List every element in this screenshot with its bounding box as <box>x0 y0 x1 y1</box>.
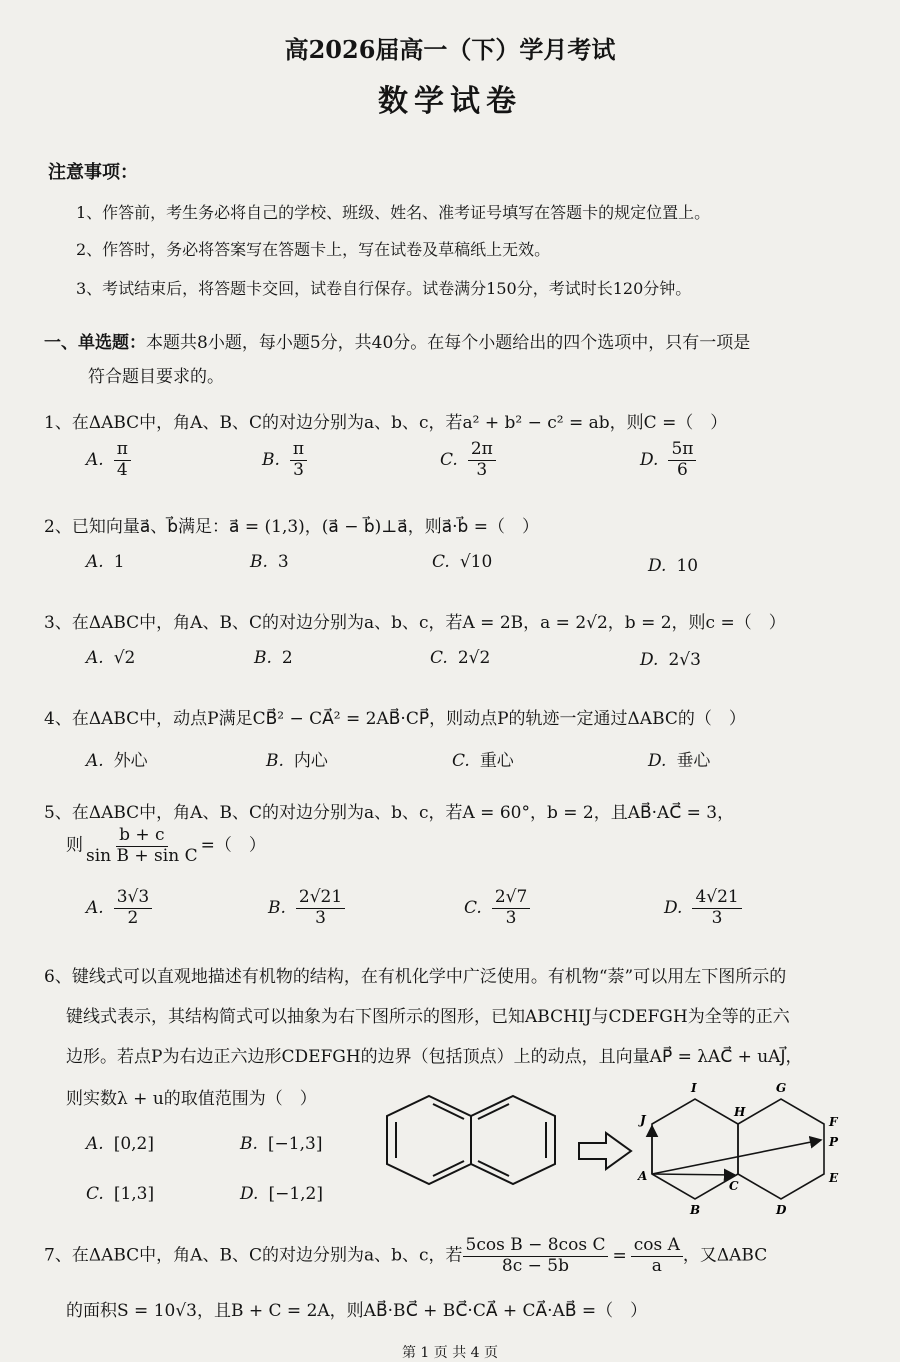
option-letter: C. <box>432 552 450 572</box>
question-6-line1: 6、键线式可以直观地描述有机物的结构，在有机化学中广泛使用。有机物“萘”可以用左下图所示的 <box>44 967 787 987</box>
option-text: 2√3 <box>668 650 701 670</box>
option-text: 垂心 <box>676 751 711 771</box>
q5-option-a <box>86 888 152 928</box>
q6-option-a <box>86 1134 154 1154</box>
option-text: 重心 <box>479 751 514 771</box>
option-letter: D. <box>640 650 659 670</box>
section-label: 一、单选题： <box>44 333 146 353</box>
option-letter: D. <box>648 751 667 771</box>
question-1-stem: 1、在ΔABC中，角A、B、C的对边分别为a、b、c，若a² + b² − c² = ab，则C =（ ） <box>44 413 728 433</box>
hexagon-figure <box>636 1074 846 1218</box>
section-desc-1: 本题共8小题，每小题5分，共40分。在每个小题给出的四个选项中，只有一项是 <box>146 333 751 353</box>
q2-option-a <box>86 552 125 572</box>
option-letter: B. <box>268 897 286 918</box>
q7-fraction1-den: 8c − 5b <box>501 1255 570 1276</box>
q1-option-c <box>440 440 496 480</box>
option-num: 5π <box>668 440 696 461</box>
q2-option-d <box>648 556 698 576</box>
note-item-3: 3、考试结束后，将答题卡交回，试卷自行保存。试卷满分150分，考试时长120分钟。 <box>76 279 692 298</box>
option-den: 3 <box>476 459 488 480</box>
option-letter: B. <box>250 552 268 572</box>
notes-heading: 注意事项： <box>48 162 138 183</box>
option-letter: B. <box>266 751 284 771</box>
option-text: √2 <box>113 648 136 668</box>
label-d: D <box>776 1203 787 1217</box>
q7-fraction2-num: cos A <box>631 1236 683 1257</box>
option-letter: C. <box>464 897 482 918</box>
question-6-line3: 边形。若点P为右边正六边形CDEFGH的边界（包括顶点）上的动点，且向量AP⃗ = λAC⃗ + uAJ⃗， <box>66 1047 803 1067</box>
option-text: 外心 <box>113 751 148 771</box>
option-den: 6 <box>677 459 688 480</box>
option-letter: D. <box>240 1184 259 1204</box>
label-p: P <box>829 1135 839 1149</box>
option-num: 2π <box>468 440 496 461</box>
naphthalene-right-ring <box>471 1096 555 1184</box>
option-num: π <box>290 440 307 461</box>
q5-option-d <box>664 888 742 928</box>
option-letter: A. <box>86 648 104 668</box>
hexagon-cdefgh <box>738 1099 824 1199</box>
hollow-arrow-icon <box>576 1130 634 1172</box>
option-letter: B. <box>254 648 272 668</box>
note-item-2: 2、作答时，务必将答案写在答题卡上，写在试卷及草稿纸上无效。 <box>76 240 551 259</box>
label-j: J <box>640 1113 646 1127</box>
question-3-stem: 3、在ΔABC中，角A、B、C的对边分别为a、b、c，若A = 2B，a = 2√2，b = 2，则c =（ ） <box>44 613 786 633</box>
naphthalene-left-ring <box>387 1096 471 1184</box>
label-f: F <box>829 1115 838 1129</box>
q4-option-d <box>648 746 710 771</box>
exam-title: 高2026届高一（下）学月考试 <box>284 35 616 64</box>
option-num: π <box>114 440 131 461</box>
section-heading <box>44 328 750 353</box>
q7-suffix: ，又ΔABC <box>682 1245 768 1266</box>
question-7-line1 <box>44 1236 767 1276</box>
option-text: [−1,3] <box>267 1134 323 1154</box>
option-text: √10 <box>459 552 493 572</box>
option-text: [0,2] <box>113 1134 154 1154</box>
q3-option-d <box>640 650 701 670</box>
question-2-stem: 2、已知向量a⃗、b⃗满足：a⃗ = (1,3)，(a⃗ − b⃗)⊥a⃗，则a⃗·b⃗ =（ ） <box>44 517 539 537</box>
label-i: I <box>691 1081 697 1095</box>
option-den: 4 <box>116 459 128 480</box>
option-letter: C. <box>430 648 448 668</box>
option-num: 3√3 <box>114 888 152 909</box>
option-text: 10 <box>676 556 699 576</box>
option-text: [1,3] <box>113 1184 155 1204</box>
naphthalene-figure <box>380 1090 570 1190</box>
option-letter: D. <box>664 897 683 918</box>
exam-subtitle: 数学试卷 <box>378 84 522 119</box>
q5-fraction-num: b + c <box>116 826 167 847</box>
option-den: 2 <box>127 907 139 928</box>
q3-option-b <box>254 648 293 668</box>
question-4-stem: 4、在ΔABC中，动点P满足CB⃗² − CA⃗² = 2AB⃗·CP⃗，则动点P的轨迹一定通过ΔABC的（ ） <box>44 709 746 729</box>
q5-option-c <box>464 888 530 928</box>
option-den: 3 <box>505 907 517 928</box>
option-num: 2√21 <box>296 888 345 909</box>
page-footer: 第 1 页 共 4 页 <box>401 1345 499 1361</box>
q7-fraction2-den: a <box>651 1255 662 1276</box>
q2-option-b <box>250 552 289 572</box>
option-letter: B. <box>240 1134 258 1154</box>
option-text: 3 <box>277 552 289 572</box>
option-letter: C. <box>452 751 470 771</box>
hexagon-abchij <box>652 1099 738 1199</box>
q2-option-c <box>432 552 492 572</box>
option-text: 2√2 <box>457 648 491 668</box>
q5-option-b <box>268 888 345 928</box>
option-num: 2√7 <box>492 888 530 909</box>
question-5-stem: 5、在ΔABC中，角A、B、C的对边分别为a、b、c，若A = 60°，b = 2，且AB⃗·AC⃗ = 3， <box>44 803 735 823</box>
option-letter: D. <box>648 556 667 576</box>
option-den: 3 <box>315 907 326 928</box>
vector-ac <box>652 1174 735 1175</box>
q4-option-b <box>266 746 328 771</box>
vector-ap <box>652 1140 821 1174</box>
label-c: C <box>729 1179 739 1193</box>
q4-option-c <box>452 746 514 771</box>
label-e: E <box>829 1171 839 1185</box>
option-letter: C. <box>440 449 458 470</box>
section-desc-2: 符合题目要求的。 <box>88 367 224 387</box>
q5-fraction-den: sin B + sin C <box>86 845 198 866</box>
q1-option-d <box>640 440 696 480</box>
q7-equals: = <box>612 1245 627 1266</box>
option-letter: A. <box>86 1134 104 1154</box>
label-a: A <box>638 1169 648 1183</box>
q6-option-b <box>240 1134 322 1154</box>
q4-option-a <box>86 746 148 771</box>
label-g: G <box>776 1081 787 1095</box>
option-letter: B. <box>262 449 280 470</box>
q5-suffix: =（ ） <box>200 835 266 856</box>
q6-option-c <box>86 1184 154 1204</box>
option-den: 3 <box>711 907 723 928</box>
question-5-line2 <box>66 826 266 866</box>
q6-option-d <box>240 1184 323 1204</box>
option-num: 4√21 <box>692 888 741 909</box>
option-text: 内心 <box>293 751 328 771</box>
question-6-line4: 则实数λ + u的取值范围为（ ） <box>66 1089 317 1109</box>
q7-fraction1-num: 5cos B − 8cos C <box>463 1236 609 1257</box>
label-b: B <box>690 1203 701 1217</box>
option-den: 3 <box>293 459 304 480</box>
q1-option-a <box>86 440 131 480</box>
option-letter: A. <box>86 751 104 771</box>
q5-prefix: 则 <box>66 835 83 856</box>
option-text: [−1,2] <box>268 1184 323 1204</box>
option-letter: D. <box>640 449 659 470</box>
q7-prefix: 7、在ΔABC中，角A、B、C的对边分别为a、b、c，若 <box>44 1245 463 1266</box>
option-letter: C. <box>86 1184 104 1204</box>
label-h: H <box>734 1105 746 1119</box>
note-item-1: 1、作答前，考生务必将自己的学校、班级、姓名、准考证号填写在答题卡的规定位置上。 <box>76 203 711 222</box>
option-letter: A. <box>86 897 104 918</box>
q1-option-b <box>262 440 307 480</box>
option-text: 2 <box>281 648 293 668</box>
q3-option-a <box>86 648 135 668</box>
option-letter: A. <box>86 552 104 572</box>
option-letter: A. <box>86 449 104 470</box>
question-6-line2: 键线式表示，其结构简式可以抽象为右下图所示的图形，已知ABCHIJ与CDEFGH为全等的正六 <box>66 1007 790 1027</box>
question-7-line2: 的面积S = 10√3，且B + C = 2A，则AB⃗·BC⃗ + BC⃗·CA⃗ + CA⃗·AB⃗ =（ ） <box>66 1301 648 1321</box>
option-text: 1 <box>113 552 125 572</box>
q3-option-c <box>430 648 490 668</box>
